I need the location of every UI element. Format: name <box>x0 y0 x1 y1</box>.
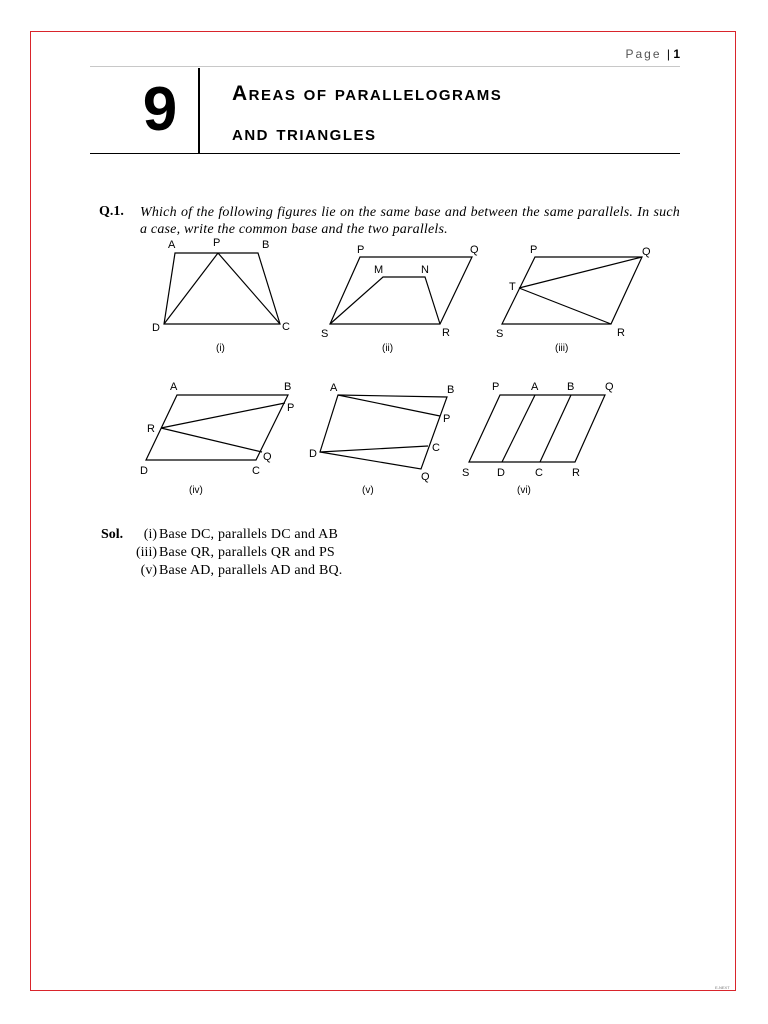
solution-text: Base AD, parallels AD and BQ. <box>159 563 343 578</box>
f2-label-s: S <box>321 328 329 340</box>
figure-5 <box>320 395 447 469</box>
f4-label-c: C <box>252 465 260 477</box>
f2-label-p: P <box>357 244 365 256</box>
figure-3-line-tq <box>519 257 642 288</box>
figure-4-line-rq <box>161 428 262 452</box>
solution-text: Base QR, parallels QR and PS <box>159 545 335 560</box>
f4-label-b: B <box>284 381 292 393</box>
f2-label-m: M <box>374 264 384 276</box>
f3-label-r: R <box>617 327 625 339</box>
solution-label: Sol. <box>101 527 124 542</box>
figure-6 <box>469 395 605 462</box>
f1-label-p: P <box>213 237 221 249</box>
figure-5-line-dc <box>320 446 428 452</box>
f3-label-q: Q <box>642 246 651 258</box>
figure-1 <box>164 253 280 324</box>
f6-label-b: B <box>567 381 575 393</box>
f2-label-q: Q <box>470 244 479 256</box>
page-label: Page <box>625 47 662 61</box>
f5-label-p: P <box>443 413 451 425</box>
f5-label-c: C <box>432 442 440 454</box>
f1-label-c: C <box>282 321 290 333</box>
solution-index: (iii) <box>136 545 157 560</box>
figure-4-line-rp <box>161 403 285 428</box>
solution-index: (v) <box>140 563 157 578</box>
f4-label-q: Q <box>263 451 272 463</box>
chapter-title-line-2: and triangles <box>232 122 377 145</box>
figure-2 <box>330 257 472 324</box>
f1-label-d: D <box>152 322 160 334</box>
f6-label-a: A <box>531 381 539 393</box>
f1-label-b: B <box>262 239 270 251</box>
f2-label-r: R <box>442 327 450 339</box>
f6-label-p: P <box>492 381 500 393</box>
f6-label-r: R <box>572 467 580 479</box>
question-text: Which of the following figures lie on the same base and between the same parallels. In such a case, write the common base and the two parallels. <box>140 205 680 237</box>
figure-6-line-ad <box>502 395 535 462</box>
f1-caption: (i) <box>216 343 225 354</box>
f4-label-r: R <box>147 423 155 435</box>
figure-1-line-pc <box>218 253 280 324</box>
figure-2-parallelogram <box>330 257 472 324</box>
f1-label-a: A <box>168 239 176 251</box>
f4-label-d: D <box>140 465 148 477</box>
f3-label-t: T <box>509 281 516 293</box>
f2-caption: (ii) <box>382 343 394 354</box>
figure-1-line-pd <box>164 253 218 324</box>
f5-label-b: B <box>447 384 455 396</box>
f6-label-s: S <box>462 467 470 479</box>
f3-caption: (iii) <box>555 343 569 354</box>
question-label: Q.1. <box>99 204 124 219</box>
chapter-number: 9 <box>142 75 178 144</box>
figure-5-quadrilateral <box>320 395 447 469</box>
chapter-title-line-1: Areas of parallelograms <box>232 82 503 105</box>
f4-label-p: P <box>287 402 295 414</box>
f4-caption: (iv) <box>189 485 203 496</box>
page-separator: | <box>666 47 674 61</box>
f6-label-q: Q <box>605 381 614 393</box>
footer-mark: E-NEXT <box>715 985 730 990</box>
f4-label-a: A <box>170 381 178 393</box>
f5-label-q: Q <box>421 471 430 483</box>
f6-caption: (vi) <box>517 485 531 496</box>
figure-2-trapezium-smnr <box>330 277 440 324</box>
f5-caption: (v) <box>362 485 374 496</box>
figure-5-line-ap <box>338 395 440 416</box>
f6-label-d: D <box>497 467 505 479</box>
f2-label-n: N <box>421 264 429 276</box>
f6-label-c: C <box>535 467 543 479</box>
figure-3-line-tr <box>519 288 611 324</box>
f3-label-s: S <box>496 328 504 340</box>
figure-1-trapezium <box>164 253 280 324</box>
figure-3-parallelogram <box>502 257 642 324</box>
solution-index: (i) <box>143 527 157 542</box>
f5-label-d: D <box>309 448 317 460</box>
figure-6-line-bc <box>540 395 571 462</box>
f5-label-a: A <box>330 382 338 394</box>
figure-3 <box>502 257 642 324</box>
f3-label-p: P <box>530 244 538 256</box>
page-number-value: 1 <box>673 47 680 61</box>
solution-text: Base DC, parallels DC and AB <box>159 527 339 542</box>
figure-6-parallelogram <box>469 395 605 462</box>
